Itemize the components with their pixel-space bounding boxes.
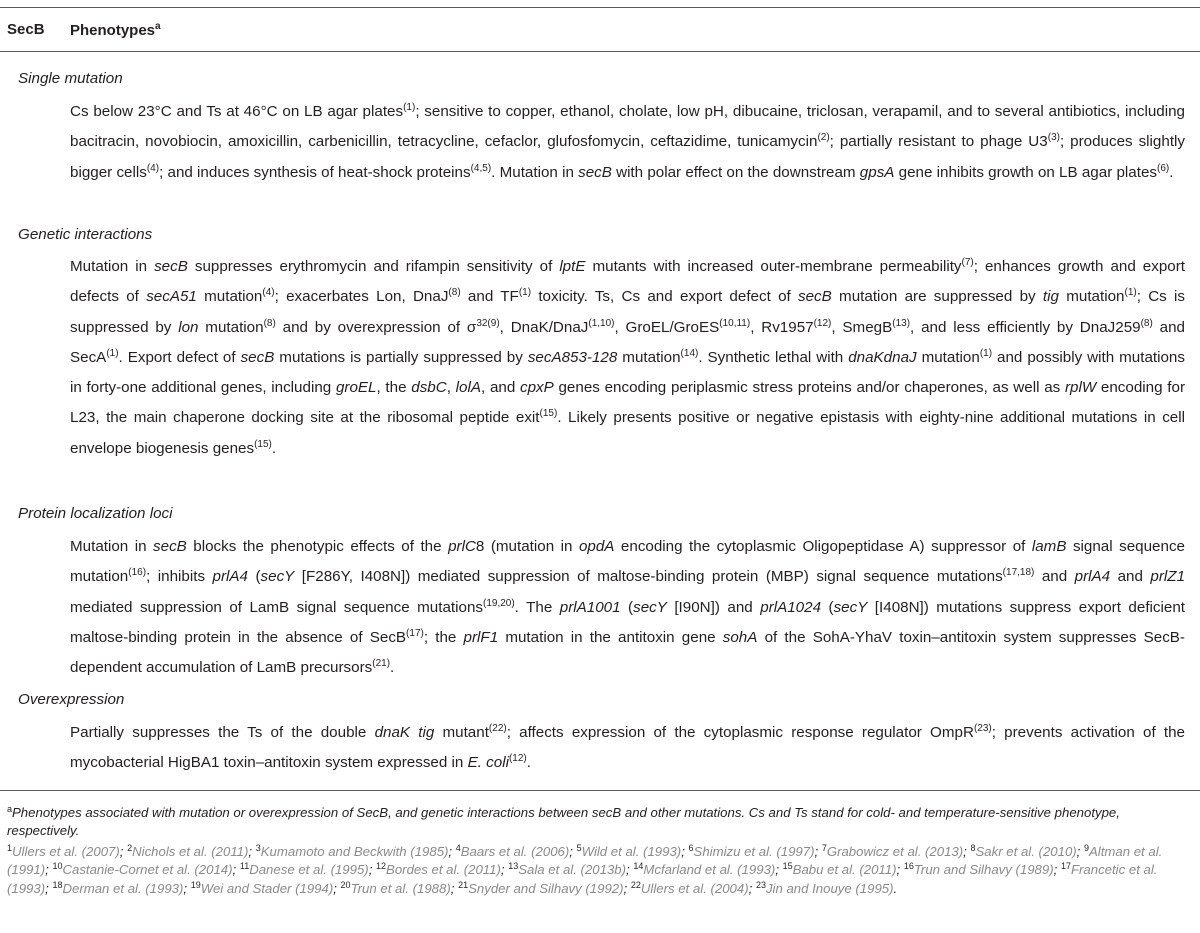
footnote-a: $^a$Phenotypes associated with mutation or overexpression of SecB, and genetic interactions between secB and other mutations. Cs and Ts stand for cold- and temperature-sensitive phenotype, respectively. [7, 804, 1120, 839]
column-header-secb: SecB [7, 21, 45, 38]
section-text-single-mutation: Cs below 23°C and Ts at 46°C on LB agar plates$^{(1)}$; sensitive to copper, ethanol, cholate, low pH, dibucaine, triclosan, verapamil, and to several antibiotics, including bacitracin, novobiocin, amoxicillin, carbenicillin, tetracycline, cefaclor, glufosfomycin, ceftazidime, tunicamycin$^{(2)}$; partially resistant to phage U3$^{(3)}$; produces slightly bigger cells$^{(4)}$; and induces synthesis of heat-shock proteins$^{(4,5)}$. Mutation in secB with polar effect on the downstream gpsA gene inhibits growth on LB agar plates$^{(6)}$. [70, 102, 1186, 181]
section-text-overexpression: Partially suppresses the Ts of the double dnaK tig mutant$^{(22)}$; affects expression of the cytoplasmic response regulator OmpR$^{(23)}$; prevents activation of the mycobacterial HigBA1 toxin–antitoxin system expressed in E. coli$^{(12)}$. [70, 723, 1185, 772]
table-bottom-rule [0, 790, 1200, 791]
section-title-genetic-interactions: Genetic interactions [18, 226, 153, 243]
section-title-protein-localization-loci: Protein localization loci [18, 505, 173, 522]
footnote-references: $^1$Ullers et al. (2007); $^2$Nichols et al. (2011); $^3$Kumamoto and Beckwith (1985); $^4$Baars et al. (2006); $^5$Wild et al. (1993); $^6$Shimizu et al. (1997); $^7$Grabowicz et al. (2013); $^8$Sakr et al. (2010); $^9$Altman et al. (1991); $^{10}$Castanie-Cornet et al. (2014); $^{11}$Danese et al. (1995); $^{12}$Bordes et al. (2011); $^{13}$Sala et al. (2013b); $^{14}$Mcfarland et al. (1993); $^{15}$Babu et al. (2011); $^{16}$Trun and Silhavy (1989); $^{17}$Francetic et al. (1993); $^{18}$Derman et al. (1993); $^{19}$Wei and Stader (1994); $^{20}$Trun et al. (1988); $^{21}$Snyder and Silhavy (1992); $^{22}$Ullers et al. (2004); $^{23}$Jin and Inouye (1995). [7, 843, 1163, 896]
header-rule [0, 51, 1200, 52]
column-header-footnote-mark: a [155, 21, 161, 32]
section-text-genetic-interactions: Mutation in secB suppresses erythromycin and rifampin sensitivity of lptE mutants with increased outer-membrane permeability$^{(7)}$; enhances growth and export defects of secA51 mutation$^{(4)}$; exacerbates Lon, DnaJ$^{(8)}$ and TF$^{(1)}$ toxicity. Ts, Cs and export defect of secB mutation are suppressed by tig mutation$^{(1)}$; Cs is suppressed by lon mutation$^{(8)}$ and by overexpression of $\sigma^{32(9)}$, DnaK/DnaJ$^{(1,10)}$, GroEL/GroES$^{(10,11)}$, Rv1957$^{(12)}$, SmegB$^{(13)}$, and less efficiently by DnaJ259$^{(8)}$ and SecA$^{(1)}$. Export defect of secB mutations is partially suppressed by secA853-128 mutation$^{(14)}$. Synthetic lethal with dnaKdnaJ mutation$^{(1)}$ and possibly with mutations in forty-one additional genes, including groEL, the dsbC, lolA, and cpxP genes encoding periplasmic stress proteins and/or chaperones, as well as rplW encoding for L23, the main chaperone docking site at the ribosomal peptide exit$^{(15)}$. Likely presents positive or negative epistasis with eighty-nine additional mutations in cell envelope biogenesis genes$^{(15)}$. [70, 257, 1186, 457]
table-top-rule [0, 7, 1200, 8]
section-text-protein-localization-loci: Mutation in secB blocks the phenotypic effects of the prlC8 (mutation in opdA encoding the cytoplasmic Oligopeptidase A) suppressor of lamB signal sequence mutation$^{(16)}$; inhibits prlA4 (secY [F286Y, I408N]) mediated suppression of maltose-binding protein (MBP) signal sequence mutations$^{(17,18)}$ and prlA4 and prlZ1 mediated suppression of LamB signal sequence mutations$^{(19,20)}$. The prlA1001 (secY [I90N]) and prlA1024 (secY [I408N]) mutations suppress export deficient maltose-binding protein in the absence of SecB$^{(17)}$; the prlF1 mutation in the antitoxin gene sohA of the SohA-YhaV toxin–antitoxin system suppresses SecB-dependent accumulation of LamB precursors$^{(21)}$. [70, 538, 1186, 677]
section-title-single-mutation: Single mutation [18, 70, 123, 87]
section-title-overexpression: Overexpression [18, 691, 125, 708]
column-header-phenotypes [70, 21, 161, 39]
column-header-phenotypes-label: Phenotypes [70, 22, 156, 39]
